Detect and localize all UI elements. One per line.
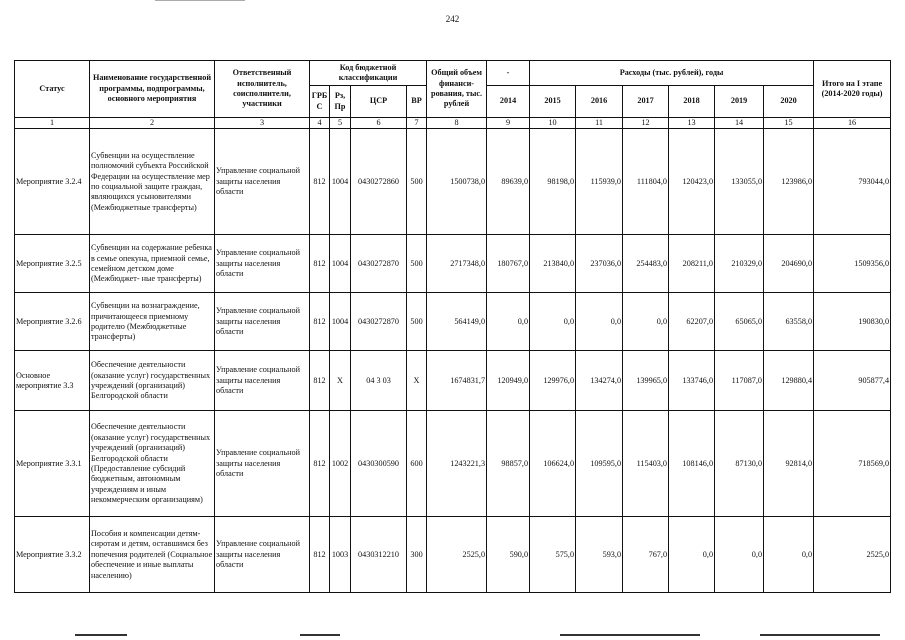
table-body bbox=[15, 129, 891, 593]
row-year-value: 0,0 bbox=[623, 293, 669, 351]
row-year-value: 111804,0 bbox=[623, 129, 669, 235]
header-year: 2014 bbox=[487, 86, 530, 118]
row-total: 1674831,7 bbox=[427, 351, 487, 411]
column-number: 3 bbox=[215, 118, 310, 129]
header-budget-code: Код бюджетной классификации bbox=[310, 61, 427, 86]
row-year-value: 139965,0 bbox=[623, 351, 669, 411]
column-number: 11 bbox=[576, 118, 623, 129]
column-number: 4 bbox=[310, 118, 330, 129]
row-vr: 300 bbox=[407, 517, 427, 593]
row-year-value: 204690,0 bbox=[764, 235, 814, 293]
row-year-value: 98198,0 bbox=[530, 129, 576, 235]
row-name: Субвенции на вознаграждение, причитающееся приемному родителю (Межбюджетные трансферты) bbox=[90, 293, 215, 351]
column-number: 12 bbox=[623, 118, 669, 129]
row-year-value: 133055,0 bbox=[715, 129, 764, 235]
row-status: Мероприятие 3.2.4 bbox=[15, 129, 90, 235]
table-row bbox=[15, 411, 891, 517]
bottom-scan-line bbox=[760, 634, 880, 636]
row-csr: 0430300590 bbox=[351, 411, 407, 517]
column-number: 14 bbox=[715, 118, 764, 129]
row-year-value: 117087,0 bbox=[715, 351, 764, 411]
header-total-volume: Общий объем финанси- рования, тыс. рублей bbox=[427, 61, 487, 118]
column-number: 7 bbox=[407, 118, 427, 129]
row-total: 1243221,3 bbox=[427, 411, 487, 517]
header-vr: ВР bbox=[407, 86, 427, 118]
row-year-value: 0,0 bbox=[715, 517, 764, 593]
column-number-row bbox=[15, 118, 891, 129]
header-year: 2017 bbox=[623, 86, 669, 118]
row-year-value: 92814,0 bbox=[764, 411, 814, 517]
bottom-scan-line bbox=[300, 634, 340, 636]
row-year-value: 590,0 bbox=[487, 517, 530, 593]
row-year-value: 0,0 bbox=[576, 293, 623, 351]
column-number: 13 bbox=[669, 118, 715, 129]
row-year-value: 0,0 bbox=[669, 517, 715, 593]
row-csr: 0430272870 bbox=[351, 293, 407, 351]
column-number: 10 bbox=[530, 118, 576, 129]
row-vr: 500 bbox=[407, 129, 427, 235]
row-year-value: 254483,0 bbox=[623, 235, 669, 293]
row-itogo: 2525,0 bbox=[814, 517, 891, 593]
table-row bbox=[15, 517, 891, 593]
column-number: 16 bbox=[814, 118, 891, 129]
row-rzpr: 1004 bbox=[330, 129, 351, 235]
row-responsible: Управление социальной защиты населения области bbox=[215, 411, 310, 517]
row-grbs: 812 bbox=[310, 129, 330, 235]
row-rzpr: 1002 bbox=[330, 411, 351, 517]
header-year: 2019 bbox=[715, 86, 764, 118]
table-row bbox=[15, 235, 891, 293]
row-vr: 500 bbox=[407, 235, 427, 293]
row-grbs: 812 bbox=[310, 517, 330, 593]
column-number: 1 bbox=[15, 118, 90, 129]
header-year: 2016 bbox=[576, 86, 623, 118]
bottom-scan-line bbox=[75, 634, 127, 636]
header-year: 2020 bbox=[764, 86, 814, 118]
row-grbs: 812 bbox=[310, 293, 330, 351]
row-status: Основное мероприятие 3.3 bbox=[15, 351, 90, 411]
row-year-value: 98857,0 bbox=[487, 411, 530, 517]
header-year: 2015 bbox=[530, 86, 576, 118]
table-row bbox=[15, 293, 891, 351]
row-grbs: 812 bbox=[310, 351, 330, 411]
row-year-value: 0,0 bbox=[530, 293, 576, 351]
row-responsible: Управление социальной защиты населения области bbox=[215, 517, 310, 593]
row-year-value: 115403,0 bbox=[623, 411, 669, 517]
top-edge-line bbox=[155, 0, 245, 1]
row-year-value: 115939,0 bbox=[576, 129, 623, 235]
header-csr: ЦСР bbox=[351, 86, 407, 118]
column-number: 9 bbox=[487, 118, 530, 129]
row-total: 1500738,0 bbox=[427, 129, 487, 235]
row-year-value: 89639,0 bbox=[487, 129, 530, 235]
row-itogo: 905877,4 bbox=[814, 351, 891, 411]
row-name: Обеспечение деятельности (оказание услуг) государственных учреждений (организаций) Белгородской области bbox=[90, 351, 215, 411]
row-rzpr: 1004 bbox=[330, 235, 351, 293]
row-responsible: Управление социальной защиты населения области bbox=[215, 129, 310, 235]
row-year-value: 123986,0 bbox=[764, 129, 814, 235]
row-vr: X bbox=[407, 351, 427, 411]
column-number: 5 bbox=[330, 118, 351, 129]
column-number: 2 bbox=[90, 118, 215, 129]
row-total: 2525,0 bbox=[427, 517, 487, 593]
row-year-value: 106624,0 bbox=[530, 411, 576, 517]
header-rzpr: Рз, Пр bbox=[330, 86, 351, 118]
row-year-value: 63558,0 bbox=[764, 293, 814, 351]
row-year-value: 120423,0 bbox=[669, 129, 715, 235]
row-itogo: 190830,0 bbox=[814, 293, 891, 351]
row-csr: 0430312210 bbox=[351, 517, 407, 593]
header-program-name: Наименование государственной программы, подпрограммы, основного мероприятия bbox=[90, 61, 215, 118]
row-year-value: 0,0 bbox=[764, 517, 814, 593]
row-itogo: 1509356,0 bbox=[814, 235, 891, 293]
table-header bbox=[15, 61, 891, 129]
row-total: 564149,0 bbox=[427, 293, 487, 351]
column-number: 8 bbox=[427, 118, 487, 129]
row-year-value: 109595,0 bbox=[576, 411, 623, 517]
row-itogo: 718569,0 bbox=[814, 411, 891, 517]
row-year-value: 133746,0 bbox=[669, 351, 715, 411]
row-year-value: 120949,0 bbox=[487, 351, 530, 411]
header-year: 2018 bbox=[669, 86, 715, 118]
column-number: 6 bbox=[351, 118, 407, 129]
row-year-value: 87130,0 bbox=[715, 411, 764, 517]
row-year-value: 237036,0 bbox=[576, 235, 623, 293]
row-csr: 04 3 03 bbox=[351, 351, 407, 411]
row-status: Мероприятие 3.2.6 bbox=[15, 293, 90, 351]
column-number: 15 bbox=[764, 118, 814, 129]
header-expenses: Расходы (тыс. рублей), годы bbox=[530, 61, 814, 86]
row-grbs: 812 bbox=[310, 235, 330, 293]
header-status: Статус bbox=[15, 61, 90, 118]
row-year-value: 129880,4 bbox=[764, 351, 814, 411]
row-responsible: Управление социальной защиты населения области bbox=[215, 235, 310, 293]
row-year-value: 0,0 bbox=[487, 293, 530, 351]
row-csr: 0430272870 bbox=[351, 235, 407, 293]
row-vr: 500 bbox=[407, 293, 427, 351]
row-responsible: Управление социальной защиты населения области bbox=[215, 293, 310, 351]
row-name: Субвенции на осуществление полномочий субъекта Российской Федерации на осуществление мер по социальной защите граждан, являющихся усыновителями (Межбюджетные трансферты) bbox=[90, 129, 215, 235]
row-status: Мероприятие 3.3.2 bbox=[15, 517, 90, 593]
row-name: Обеспечение деятельности (оказание услуг) государственных учреждений (организаций) Белгородской области (Предоставление субсидий бюджетным, автономным учреждениям и иным некоммерческим организациям) bbox=[90, 411, 215, 517]
row-total: 2717348,0 bbox=[427, 235, 487, 293]
row-itogo: 793044,0 bbox=[814, 129, 891, 235]
row-year-value: 129976,0 bbox=[530, 351, 576, 411]
header-itogo: Итого на I этапе (2014-2020 годы) bbox=[814, 61, 891, 118]
row-name: Субвенции на содержание ребенка в семье опекуна, приемной семье, семейном детском доме (Межбюджет- ные трансферты) bbox=[90, 235, 215, 293]
row-status: Мероприятие 3.2.5 bbox=[15, 235, 90, 293]
row-status: Мероприятие 3.3.1 bbox=[15, 411, 90, 517]
row-grbs: 812 bbox=[310, 411, 330, 517]
row-responsible: Управление социальной защиты населения области bbox=[215, 351, 310, 411]
row-year-value: 108146,0 bbox=[669, 411, 715, 517]
row-rzpr: 1004 bbox=[330, 293, 351, 351]
row-csr: 0430272860 bbox=[351, 129, 407, 235]
row-name: Пособия и компенсации детям-сиротам и детям, оставшимся без попечения родителей (Социальное обеспечение и иные выплаты населению) bbox=[90, 517, 215, 593]
row-year-value: 213840,0 bbox=[530, 235, 576, 293]
header-grbs: ГРБ С bbox=[310, 86, 330, 118]
row-year-value: 575,0 bbox=[530, 517, 576, 593]
header-responsible: Ответственный исполнитель, соисполнители, участники bbox=[215, 61, 310, 118]
row-year-value: 65065,0 bbox=[715, 293, 764, 351]
row-rzpr: X bbox=[330, 351, 351, 411]
row-year-value: 180767,0 bbox=[487, 235, 530, 293]
row-year-value: 210329,0 bbox=[715, 235, 764, 293]
table-row bbox=[15, 129, 891, 235]
row-year-value: 208211,0 bbox=[669, 235, 715, 293]
page-number: 242 bbox=[445, 14, 460, 24]
row-year-value: 134274,0 bbox=[576, 351, 623, 411]
bottom-scan-line bbox=[560, 634, 700, 636]
table-row bbox=[15, 351, 891, 411]
budget-table bbox=[14, 60, 891, 593]
row-year-value: 593,0 bbox=[576, 517, 623, 593]
row-year-value: 62207,0 bbox=[669, 293, 715, 351]
header-dash: - bbox=[487, 61, 530, 86]
row-vr: 600 bbox=[407, 411, 427, 517]
row-rzpr: 1003 bbox=[330, 517, 351, 593]
row-year-value: 767,0 bbox=[623, 517, 669, 593]
